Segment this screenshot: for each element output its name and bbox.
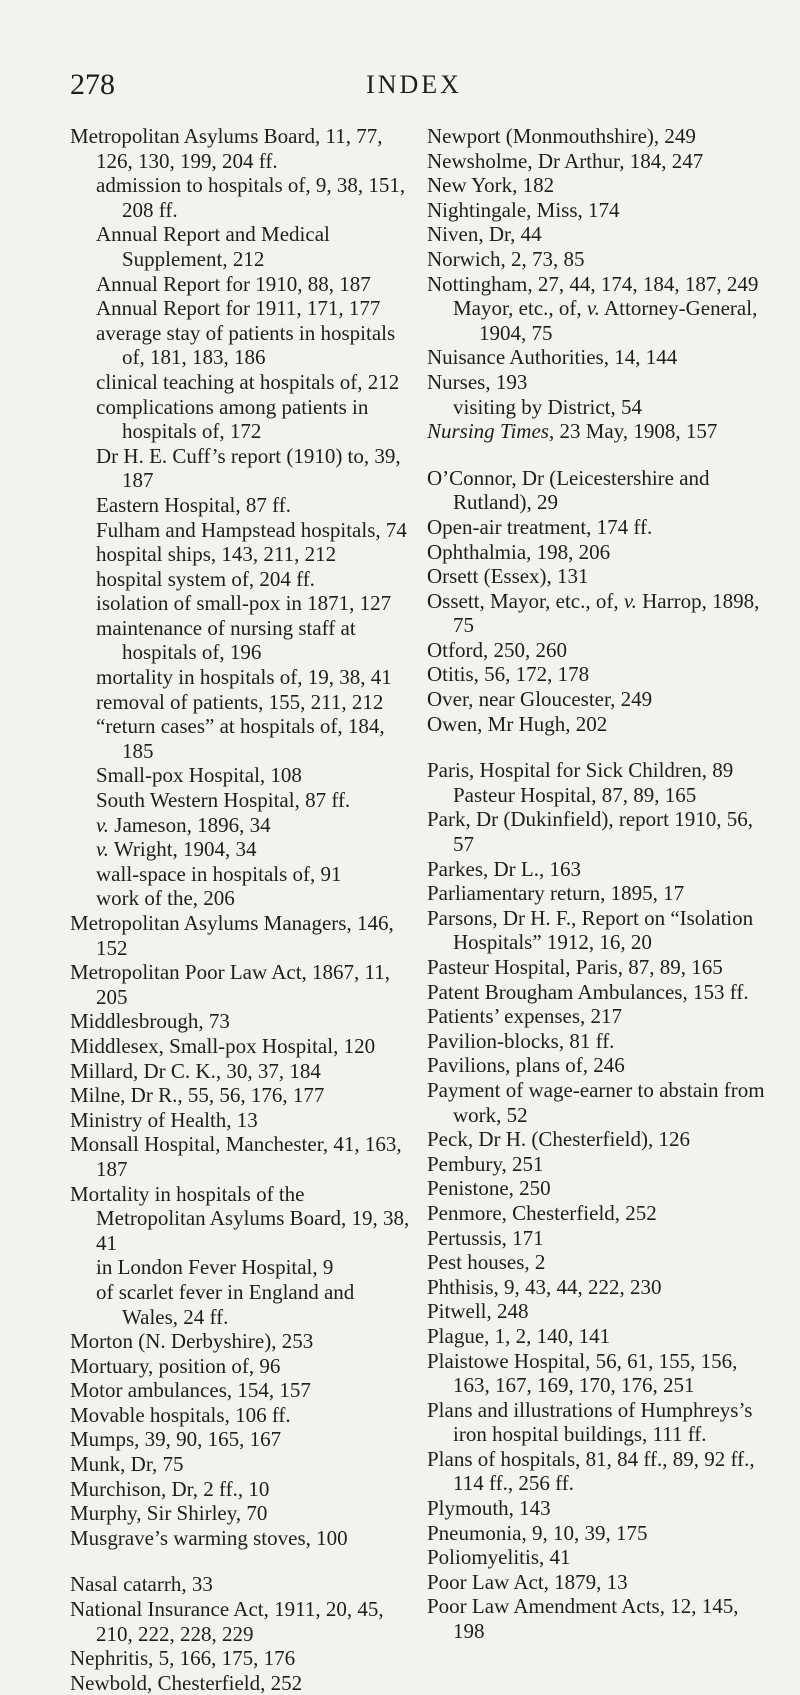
- index-subentry: Pasteur Hospital, 87, 89, 165: [453, 782, 697, 807]
- index-entry: Paris, Hospital for Sick Children, 89: [427, 758, 734, 783]
- index-entry: Pneumonia, 9, 10, 39, 175: [427, 1520, 648, 1545]
- index-entry: Niven, Dr, 44: [427, 222, 542, 247]
- index-entry: Milne, Dr R., 55, 56, 176, 177: [70, 1083, 325, 1108]
- index-entry: Munk, Dr, 75: [70, 1452, 184, 1477]
- index-entry: Patent Brougham Ambulances, 153 ff.: [427, 979, 749, 1004]
- index-entry: Otford, 250, 260: [427, 637, 567, 662]
- page-header: [70, 68, 758, 102]
- index-entry: Open-air treatment, 174 ff.: [427, 514, 653, 539]
- index-subentry: South Western Hospital, 87 ff.: [96, 788, 351, 813]
- index-entry: Motor ambulances, 154, 157: [70, 1378, 311, 1403]
- index-entry: Mortality in hospitals of the Metropolitan Asylums Board, 19, 38, 41: [70, 1181, 410, 1255]
- index-entry: Metropolitan Poor Law Act, 1867, 11, 205: [70, 960, 391, 1009]
- index-entry: Plans of hospitals, 81, 84 ff., 89, 92 ff., 114 ff., 256 ff.: [427, 1446, 755, 1496]
- index-subentry: Mayor, etc., of, v. Attorney-General, 1904, 75: [453, 296, 758, 345]
- index-entry: O’Connor, Dr (Leicestershire and Rutland), 29: [427, 465, 710, 515]
- index-subentry: average stay of patients in hospitals of, 181, 183, 186: [96, 320, 396, 370]
- index-subentry: Annual Report for 1911, 171, 177: [96, 296, 381, 321]
- index-entry: Parliamentary return, 1895, 17: [427, 881, 685, 906]
- index-subentry: isolation of small-pox in 1871, 127: [96, 591, 392, 616]
- index-entry: Otitis, 56, 172, 178: [427, 662, 590, 687]
- index-entry: Ministry of Health, 13: [70, 1107, 258, 1132]
- index-entry: Mumps, 39, 90, 165, 167: [70, 1427, 282, 1452]
- index-entry: Newbold, Chesterfield, 252: [70, 1670, 303, 1695]
- index-entry: Nuisance Authorities, 14, 144: [427, 345, 678, 370]
- index-entry: Pavilion-blocks, 81 ff.: [427, 1028, 615, 1053]
- index-subentry: of scarlet fever in England and Wales, 24 ff.: [96, 1279, 355, 1329]
- index-entry: Newport (Monmouthshire), 249: [427, 124, 696, 148]
- index-subentry: Dr H. E. Cuff’s report (1910) to, 39, 187: [96, 443, 401, 493]
- index-entry: Nightingale, Miss, 174: [427, 197, 620, 222]
- index-subentry: hospital system of, 204 ff.: [96, 566, 315, 591]
- index-entry: Plaistowe Hospital, 56, 61, 155, 156, 163, 167, 169, 170, 176, 251: [427, 1348, 738, 1398]
- index-entry: Pertussis, 171: [427, 1225, 544, 1250]
- index-entry: Mortuary, position of, 96: [70, 1353, 281, 1378]
- index-subentry: work of the, 206: [96, 886, 235, 911]
- index-entry: Nephritis, 5, 166, 175, 176: [70, 1646, 296, 1671]
- index-entry: Payment of wage-earner to abstain from work, 52: [427, 1077, 765, 1127]
- index-subentry: admission to hospitals of, 9, 38, 151, 208 ff.: [96, 173, 406, 222]
- index-subentry: removal of patients, 155, 211, 212: [96, 689, 384, 714]
- index-entry: Plans and illustrations of Humphreys’s iron hospital buildings, 111 ff.: [427, 1397, 753, 1447]
- index-entry: Parsons, Dr H. F., Report on “Isolation Hospitals” 1912, 16, 20: [427, 905, 754, 955]
- index-subentry: v. Wright, 1904, 34: [96, 837, 257, 862]
- index-column-left: [70, 124, 415, 1695]
- index-entry: Park, Dr (Dukinfield), report 1910, 56, 57: [427, 807, 754, 857]
- index-subentry: in London Fever Hospital, 9: [96, 1255, 334, 1280]
- index-entry: Nasal catarrh, 33: [70, 1572, 213, 1597]
- index-entry: Middlesbrough, 73: [70, 1009, 230, 1034]
- index-subentry: visiting by District, 54: [453, 394, 642, 419]
- index-entry: Metropolitan Asylums Board, 11, 77, 126, 130, 199, 204 ff.: [70, 124, 383, 173]
- index-entry: Poor Law Act, 1879, 13: [427, 1569, 628, 1594]
- index-subentry: v. Jameson, 1896, 34: [96, 812, 271, 837]
- index-entry: Pest houses, 2: [427, 1250, 546, 1275]
- index-entry: Millard, Dr C. K., 30, 37, 184: [70, 1058, 321, 1083]
- index-entry: Murphy, Sir Shirley, 70: [70, 1501, 268, 1526]
- running-head: INDEX: [366, 70, 462, 99]
- index-entry: Patients’ expenses, 217: [427, 1004, 622, 1029]
- index-column-right: [427, 124, 772, 1644]
- index-entry: Ossett, Mayor, etc., of, v. Harrop, 1898, 75: [427, 588, 760, 638]
- index-entry: Monsall Hospital, Manchester, 41, 163, 187: [70, 1132, 402, 1181]
- index-subentry: Eastern Hospital, 87 ff.: [96, 492, 291, 517]
- index-entry: Penistone, 250: [427, 1176, 551, 1201]
- index-subentry: mortality in hospitals of, 19, 38, 41: [96, 665, 392, 690]
- index-entry: New York, 182: [427, 173, 555, 198]
- index-entry: Norwich, 2, 73, 85: [427, 246, 585, 271]
- index-entry: Penmore, Chesterfield, 252: [427, 1200, 657, 1225]
- index-subentry: hospital ships, 143, 211, 212: [96, 542, 337, 567]
- index-entry: Poor Law Amendment Acts, 12, 145, 198: [427, 1594, 739, 1644]
- index-entry: Nurses, 193: [427, 369, 528, 394]
- index-entry: Middlesex, Small-pox Hospital, 120: [70, 1033, 376, 1058]
- index-subentry: complications among patients in hospitals of, 172: [96, 394, 369, 444]
- index-entry: Nottingham, 27, 44, 174, 184, 187, 249: [427, 271, 759, 296]
- index-entry: Metropolitan Asylums Managers, 146, 152: [70, 911, 394, 960]
- index-entry: Orsett (Essex), 131: [427, 564, 589, 589]
- page-number: 278: [70, 68, 115, 101]
- index-subentry: “return cases” at hospitals of, 184, 185: [96, 714, 385, 763]
- index-entry: Plymouth, 143: [427, 1496, 551, 1521]
- index-entry: Morton (N. Derbyshire), 253: [70, 1329, 314, 1354]
- index-subentry: Annual Report and Medical Supplement, 212: [96, 222, 330, 271]
- index-entry: Poliomyelitis, 41: [427, 1545, 571, 1570]
- index-entry: Parkes, Dr L., 163: [427, 856, 581, 881]
- index-entry: Nursing Times, 23 May, 1908, 157: [427, 419, 718, 444]
- index-entry: Musgrave’s warming stoves, 100: [70, 1525, 348, 1550]
- index-entry: Ophthalmia, 198, 206: [427, 539, 611, 564]
- index-entry: Plague, 1, 2, 140, 141: [427, 1323, 611, 1348]
- index-subentry: Small-pox Hospital, 108: [96, 763, 302, 788]
- index-subentry: clinical teaching at hospitals of, 212: [96, 369, 400, 394]
- index-entry: Over, near Gloucester, 249: [427, 687, 653, 712]
- index-subentry: maintenance of nursing staff at hospitals of, 196: [96, 615, 356, 665]
- index-entry: Phthisis, 9, 43, 44, 222, 230: [427, 1274, 662, 1299]
- index-entry: Movable hospitals, 106 ff.: [70, 1402, 291, 1427]
- index-entry: Pitwell, 248: [427, 1299, 529, 1324]
- index-subentry: Annual Report for 1910, 88, 187: [96, 271, 371, 296]
- index-entry: Murchison, Dr, 2 ff., 10: [70, 1476, 270, 1501]
- index-entry: Owen, Mr Hugh, 202: [427, 711, 608, 736]
- index-subentry: wall-space in hospitals of, 91: [96, 861, 342, 886]
- index-entry: Pasteur Hospital, Paris, 87, 89, 165: [427, 955, 723, 979]
- index-entry: Pavilions, plans of, 246: [427, 1053, 625, 1078]
- index-entry: Newsholme, Dr Arthur, 184, 247: [427, 148, 704, 173]
- index-entry: Pembury, 251: [427, 1151, 544, 1176]
- index-entry: Peck, Dr H. (Chesterfield), 126: [427, 1127, 691, 1152]
- index-entry: National Insurance Act, 1911, 20, 45, 210, 222, 228, 229: [70, 1597, 384, 1646]
- index-subentry: Fulham and Hampstead hospitals, 74: [96, 517, 407, 542]
